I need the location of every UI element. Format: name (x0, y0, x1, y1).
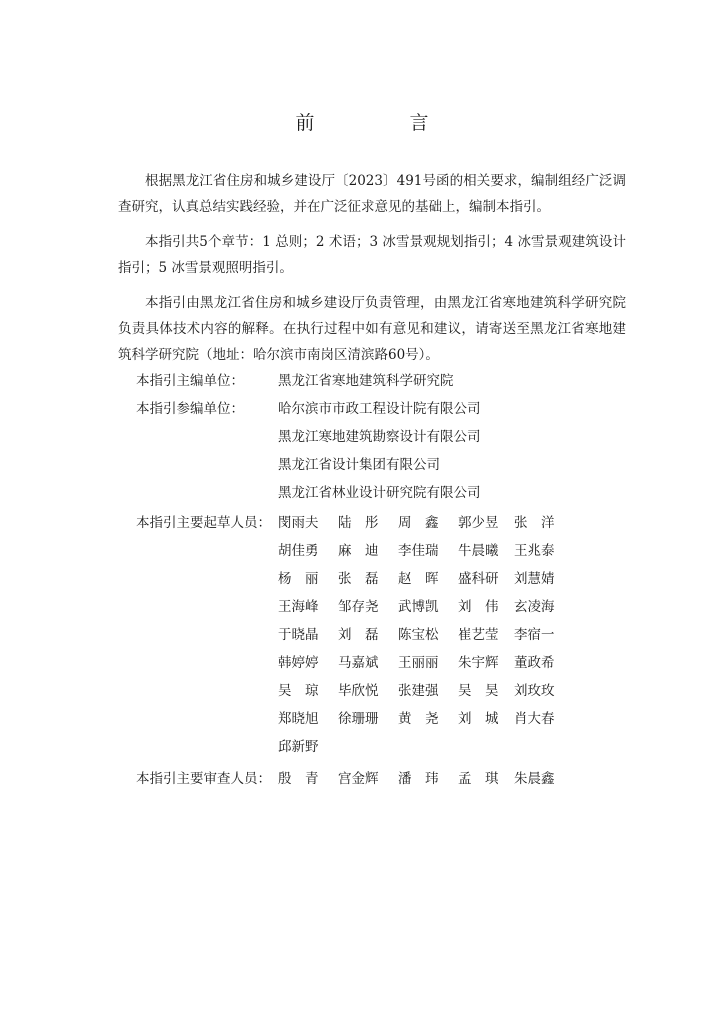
drafter-name: 邹存尧 (338, 599, 379, 615)
drafter-name: 閔雨夫 (278, 515, 319, 531)
drafter-name: 杨 丽 (278, 571, 319, 587)
reviewer-name: 殷 青 (278, 771, 319, 787)
drafter-name: 陈宝松 (398, 627, 439, 643)
drafter-name: 肖大春 (514, 711, 555, 727)
drafter-name: 王海峰 (278, 599, 319, 615)
reviewers-label: 本指引主要审查人员： (136, 771, 271, 787)
drafter-name: 于晓晶 (278, 627, 319, 643)
drafter-name: 崔艺莹 (458, 627, 499, 643)
participating-org: 哈尔滨市市政工程设计院有限公司 (278, 401, 481, 417)
drafter-name: 邱新野 (278, 739, 319, 755)
page-title: 前 言 (295, 112, 467, 134)
chief-editor-label: 本指引主编单位： (136, 373, 244, 389)
participating-label: 本指引参编单位： (136, 401, 244, 417)
drafter-name: 刘慧婧 (514, 571, 555, 587)
drafters-label: 本指引主要起草人员： (136, 515, 271, 531)
drafter-name: 董政希 (514, 655, 555, 671)
drafter-name: 武博凯 (398, 599, 439, 615)
drafter-name: 吴 琼 (278, 683, 319, 699)
drafter-name: 胡佳勇 (278, 543, 319, 559)
drafter-name: 刘玫玫 (514, 683, 555, 699)
drafter-name: 张 洋 (514, 515, 555, 531)
drafter-name: 徐珊珊 (338, 711, 379, 727)
drafter-name: 黄 尧 (398, 711, 439, 727)
drafter-name: 韩婷婷 (278, 655, 319, 671)
drafter-name: 刘 磊 (338, 627, 379, 643)
participating-org: 黑龙江省设计集团有限公司 (278, 457, 440, 473)
reviewer-name: 潘 玮 (398, 771, 439, 787)
drafter-name: 赵 晖 (398, 571, 439, 587)
drafter-name: 刘 城 (458, 711, 499, 727)
drafter-name: 麻 迪 (338, 543, 379, 559)
drafter-name: 毕欣悦 (338, 683, 379, 699)
drafter-name: 陆 彤 (338, 515, 379, 531)
drafter-name: 李宿一 (514, 627, 555, 643)
drafter-name: 玄凌海 (514, 599, 555, 615)
paragraph-basis: 根据黑龙江省住房和城乡建设厅〔2023〕491号函的相关要求，编制组经广泛调查研究，认真总结实践经验，并在广泛征求意见的基础上，编制本指引。 (118, 173, 626, 215)
drafter-name: 刘 伟 (458, 599, 499, 615)
drafter-name: 李佳瑞 (398, 543, 439, 559)
drafter-name: 郑晓旭 (278, 711, 319, 727)
drafter-name: 吴 昊 (458, 683, 499, 699)
drafter-name: 牛晨曦 (458, 543, 499, 559)
participating-org: 黑龙江寒地建筑勘察设计有限公司 (278, 429, 481, 445)
participating-org: 黑龙江省林业设计研究院有限公司 (278, 485, 481, 501)
drafter-name: 郭少昱 (458, 515, 499, 531)
drafter-name: 盛科研 (458, 571, 499, 587)
drafter-name: 王兆泰 (514, 543, 555, 559)
drafter-name: 王丽丽 (398, 655, 439, 671)
drafter-name: 张 磊 (338, 571, 379, 587)
drafter-name: 马嘉斌 (338, 655, 379, 671)
paragraph-management: 本指引由黑龙江省住房和城乡建设厅负责管理，由黑龙江省寒地建筑科学研究院负责具体技术内容的解释。在执行过程中如有意见和建议，请寄送至黑龙江省寒地建筑科学研究院（地址：哈尔滨市南岗区清滨路60号）。 (118, 295, 626, 363)
drafter-name: 朱宇辉 (458, 655, 499, 671)
reviewer-name: 宫金辉 (338, 771, 379, 787)
reviewer-name: 孟 琪 (458, 771, 499, 787)
drafter-name: 张建强 (398, 683, 439, 699)
reviewer-name: 朱晨鑫 (514, 771, 555, 787)
paragraph-chapters: 本指引共5个章节：1 总则；2 术语；3 冰雪景观规划指引；4 冰雪景观建筑设计指引；5 冰雪景观照明指引。 (118, 234, 626, 276)
drafter-name: 周 鑫 (398, 515, 439, 531)
chief-editor-org: 黑龙江省寒地建筑科学研究院 (278, 373, 454, 389)
